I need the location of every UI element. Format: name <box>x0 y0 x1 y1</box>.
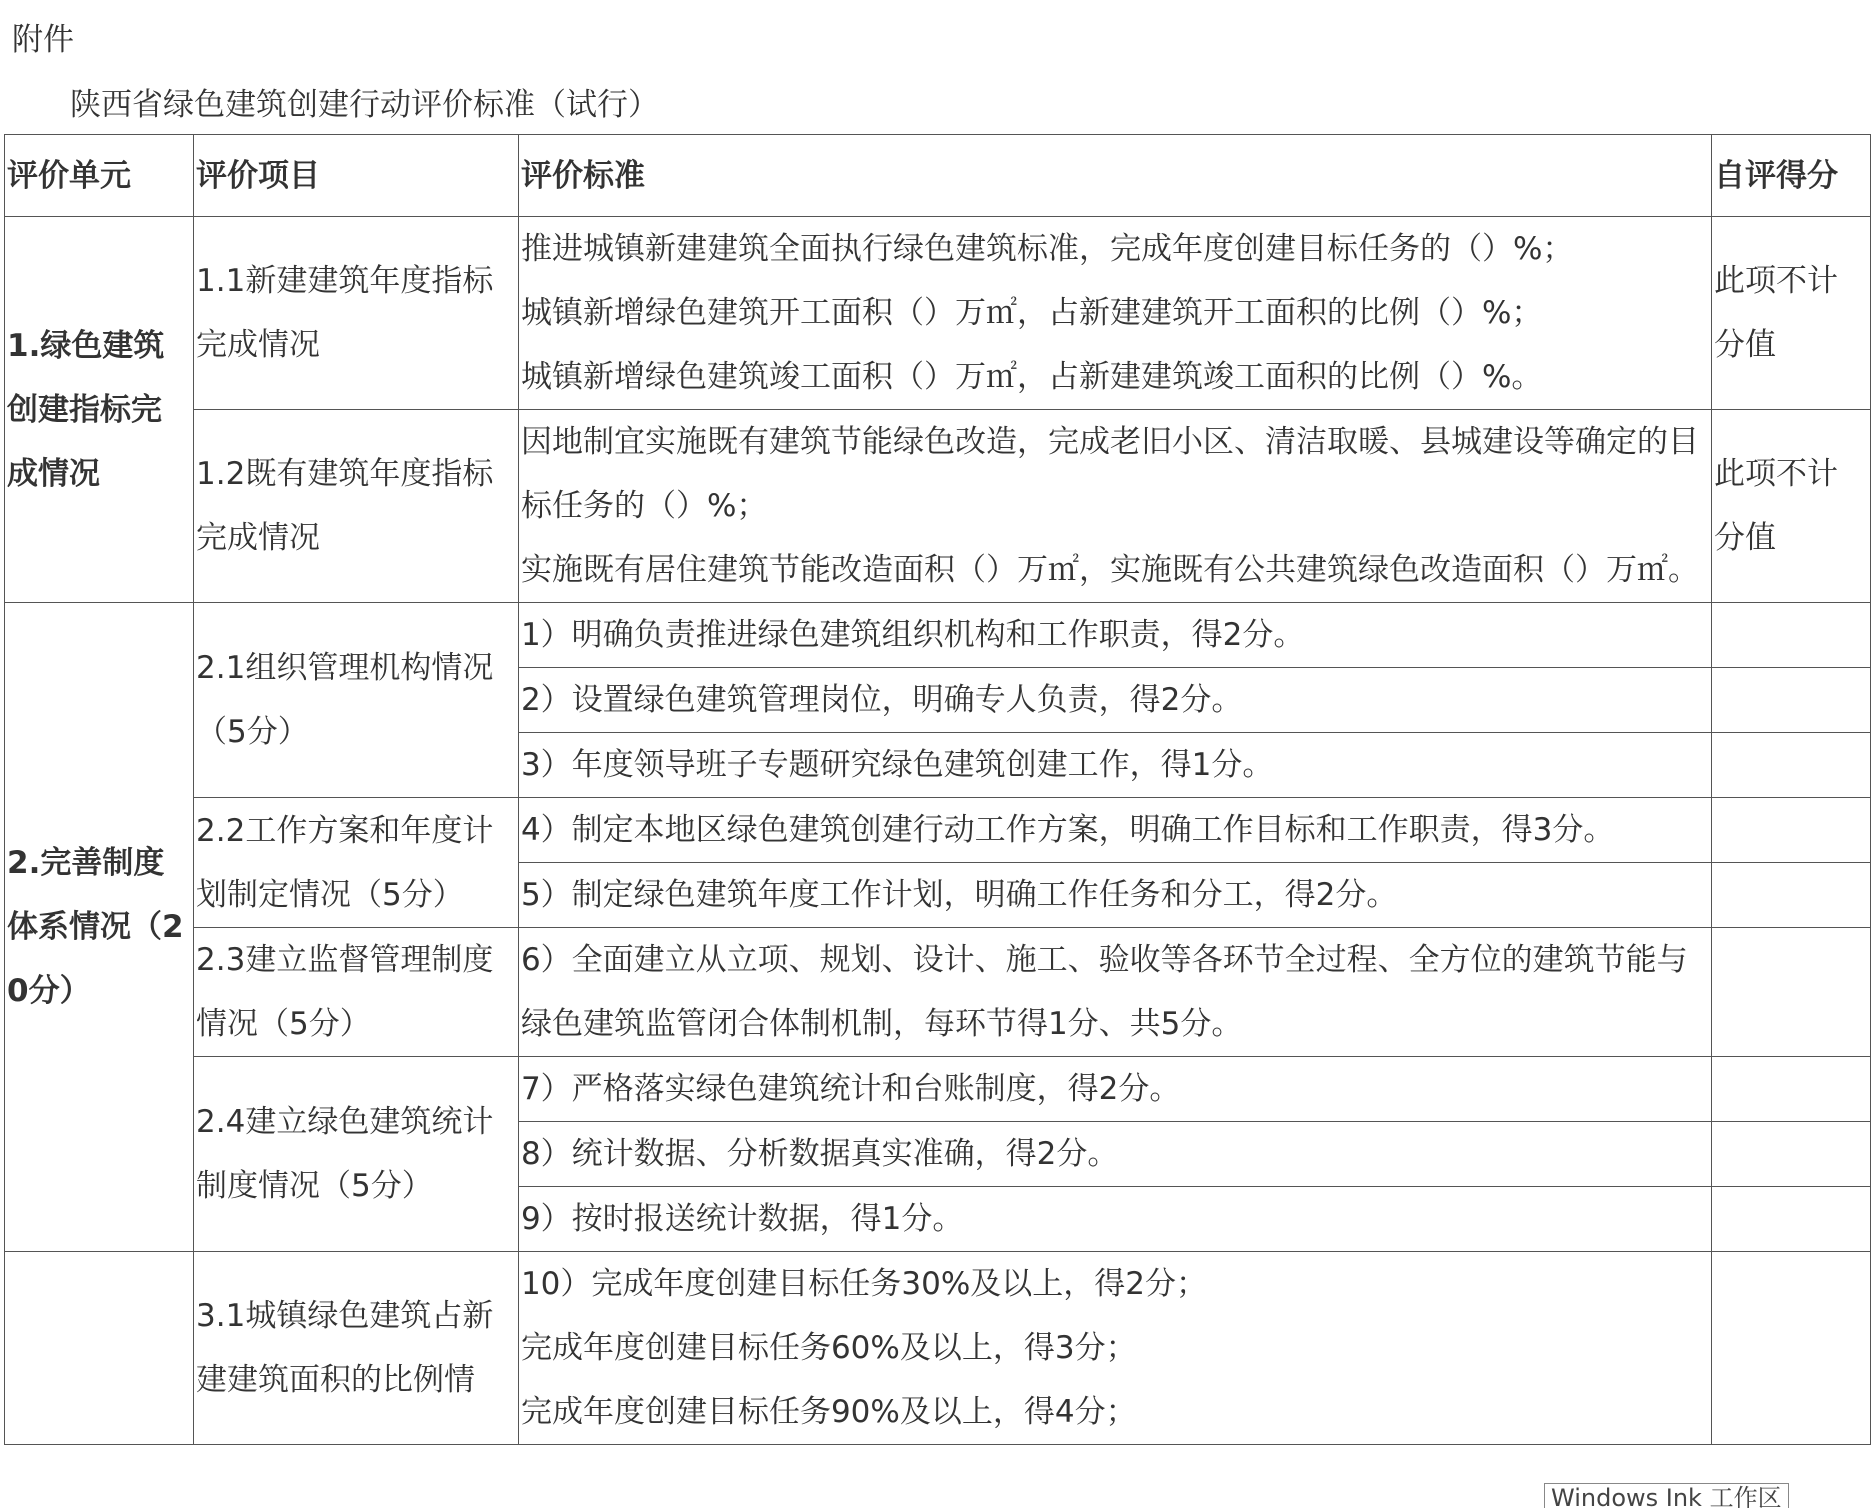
item-2-1-label: 2.1组织管理机构情况（5分） <box>194 603 519 798</box>
item-2-3-label: 2.3建立监督管理制度情况（5分） <box>194 928 519 1057</box>
windows-ink-workspace-button[interactable]: Windows Ink 工作区 <box>1544 1483 1789 1508</box>
criteria-line: 完成年度创建目标任务60%及以上，得3分； <box>520 1330 1137 1366</box>
item-3-1-label: 3.1城镇绿色建筑占新建建筑面积的比例情 <box>194 1252 519 1445</box>
table-row <box>5 1252 1871 1445</box>
unit-1-label: 1.绿色建筑创建指标完成情况 <box>5 217 194 603</box>
criteria-cell: 3）年度领导班子专题研究绿色建筑创建工作，得1分。 <box>518 733 1711 798</box>
score-cell <box>1711 798 1870 863</box>
criteria-line: 10）完成年度创建目标任务30%及以上，得2分； <box>520 1266 1208 1302</box>
header-criteria: 评价标准 <box>518 135 1711 217</box>
table-row <box>5 798 1871 863</box>
score-cell <box>1711 733 1870 798</box>
criteria-cell: 1）明确负责推进绿色建筑组织机构和工作职责，得2分。 <box>518 603 1711 668</box>
criteria-line: 完成年度创建目标任务90%及以上，得4分； <box>520 1394 1137 1430</box>
criteria-cell: 5）制定绿色建筑年度工作计划，明确工作任务和分工，得2分。 <box>518 863 1711 928</box>
criteria-line: 城镇新增绿色建筑竣工面积（）万㎡，占新建建筑竣工面积的比例（）%。 <box>520 359 1543 395</box>
criteria-cell: 2）设置绿色建筑管理岗位，明确专人负责，得2分。 <box>518 668 1711 733</box>
item-1-2-criteria <box>518 410 1711 603</box>
item-3-1-criteria <box>518 1252 1711 1445</box>
criteria-line: 因地制宜实施既有建筑节能绿色改造，完成老旧小区、清洁取暖、县城建设等确定的目标任务的（）%； <box>520 424 1699 524</box>
criteria-cell: 9）按时报送统计数据，得1分。 <box>518 1187 1711 1252</box>
criteria-line: 城镇新增绿色建筑开工面积（）万㎡，占新建建筑开工面积的比例（）%； <box>520 295 1543 331</box>
header-item: 评价项目 <box>194 135 519 217</box>
item-2-4-label: 2.4建立绿色建筑统计制度情况（5分） <box>194 1057 519 1252</box>
score-cell <box>1711 1122 1870 1187</box>
score-cell <box>1711 603 1870 668</box>
attachment-label: 附件 <box>12 22 74 58</box>
item-1-1-score: 此项不计分值 <box>1711 217 1870 410</box>
evaluation-criteria-table <box>4 134 1871 1445</box>
table-row <box>5 1057 1871 1122</box>
criteria-cell: 4）制定本地区绿色建筑创建行动工作方案，明确工作目标和工作职责，得3分。 <box>518 798 1711 863</box>
table-row <box>5 603 1871 668</box>
item-1-1-criteria <box>518 217 1711 410</box>
unit-3-label <box>5 1252 194 1445</box>
criteria-cell: 8）统计数据、分析数据真实准确，得2分。 <box>518 1122 1711 1187</box>
score-cell <box>1711 863 1870 928</box>
score-cell <box>1711 668 1870 733</box>
item-1-2-label: 1.2既有建筑年度指标完成情况 <box>194 410 519 603</box>
item-2-2-label: 2.2工作方案和年度计划制定情况（5分） <box>194 798 519 928</box>
header-score: 自评得分 <box>1711 135 1870 217</box>
criteria-line: 实施既有居住建筑节能改造面积（）万㎡，实施既有公共建筑绿色改造面积（）万㎡。 <box>520 552 1699 588</box>
table-header-row <box>5 135 1871 217</box>
criteria-line: 推进城镇新建建筑全面执行绿色建筑标准，完成年度创建目标任务的（）%； <box>520 231 1574 267</box>
item-1-1-label: 1.1新建建筑年度指标完成情况 <box>194 217 519 410</box>
criteria-cell: 7）严格落实绿色建筑统计和台账制度，得2分。 <box>518 1057 1711 1122</box>
header-unit: 评价单元 <box>5 135 194 217</box>
unit-2-label: 2.完善制度体系情况（20分） <box>5 603 194 1252</box>
table-row <box>5 410 1871 603</box>
document-title: 陕西省绿色建筑创建行动评价标准（试行） <box>70 87 659 123</box>
criteria-cell: 6）全面建立从立项、规划、设计、施工、验收等各环节全过程、全方位的建筑节能与绿色建筑监管闭合体制机制，每环节得1分、共5分。 <box>518 928 1711 1057</box>
score-cell <box>1711 1187 1870 1252</box>
score-cell <box>1711 1252 1870 1445</box>
score-cell <box>1711 928 1870 1057</box>
item-1-2-score: 此项不计分值 <box>1711 410 1870 603</box>
table-row <box>5 928 1871 1057</box>
score-cell <box>1711 1057 1870 1122</box>
table-row <box>5 217 1871 410</box>
